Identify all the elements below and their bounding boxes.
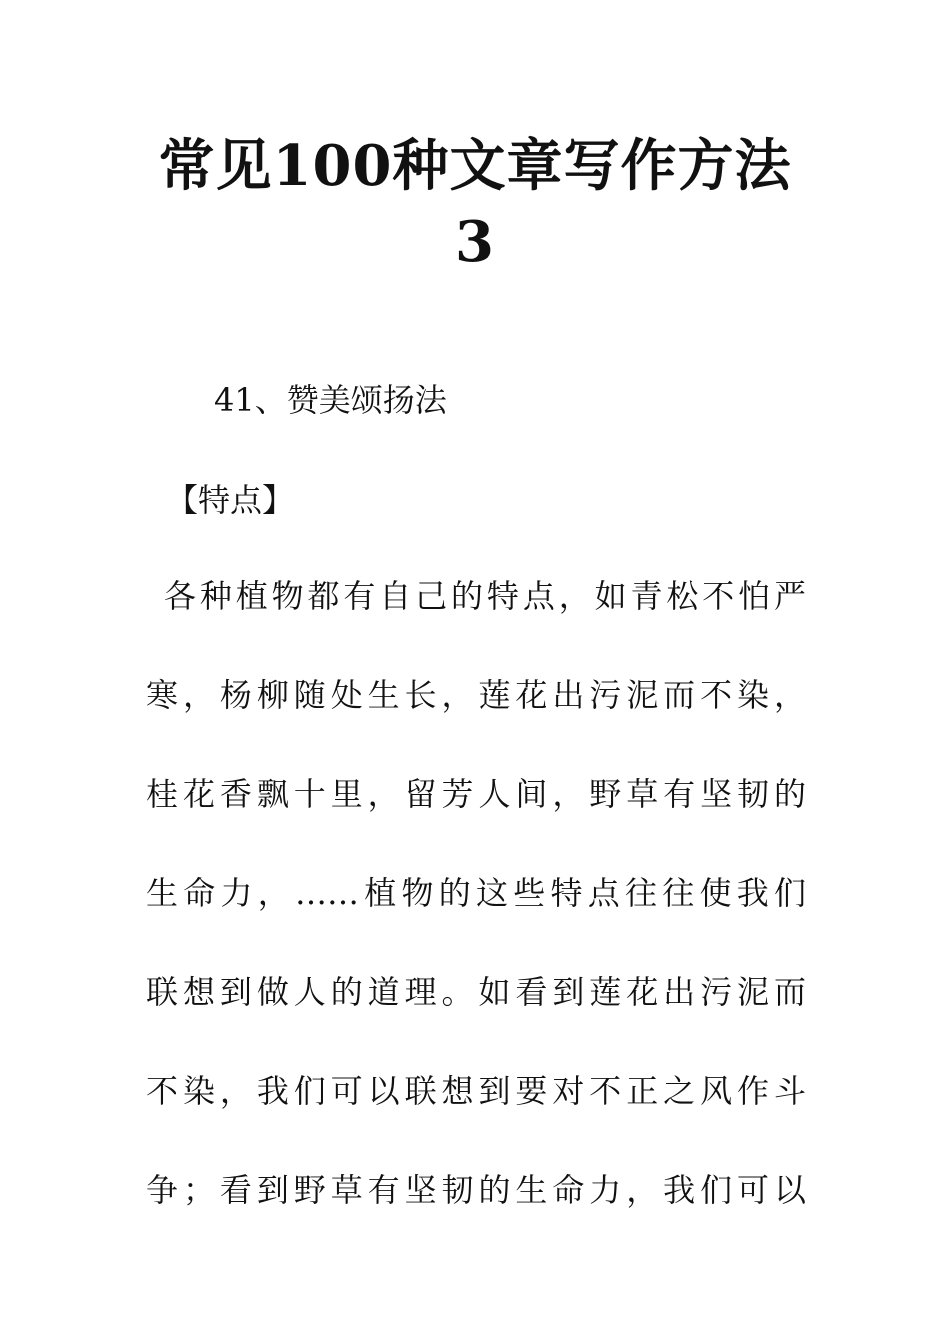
feature-tag: 【特点】 xyxy=(166,481,295,519)
section-heading: 41、赞美颂扬法 xyxy=(214,381,447,419)
paragraph-line: 各种植物都有自己的特点，如青松不怕严 xyxy=(164,577,806,615)
body-paragraph xyxy=(146,574,806,1267)
paragraph-line: 桂花香飘十里，留芳人间，野草有坚韧的 xyxy=(146,775,806,813)
paragraph-line: 争；看到野草有坚韧的生命力，我们可以 xyxy=(146,1171,806,1209)
title-line-1: 常见100种文章写作方法 xyxy=(158,133,792,199)
paragraph-line: 联想到做人的道理。如看到莲花出污泥而 xyxy=(146,973,806,1011)
paragraph-line: 不染，我们可以联想到要对不正之风作斗 xyxy=(146,1072,806,1110)
page-title xyxy=(120,128,830,280)
paragraph-line: 生命力，……植物的这些特点往往使我们 xyxy=(146,874,806,912)
title-line-2: 3 xyxy=(455,209,495,275)
paragraph-line: 寒，杨柳随处生长，莲花出污泥而不染， xyxy=(146,676,806,714)
